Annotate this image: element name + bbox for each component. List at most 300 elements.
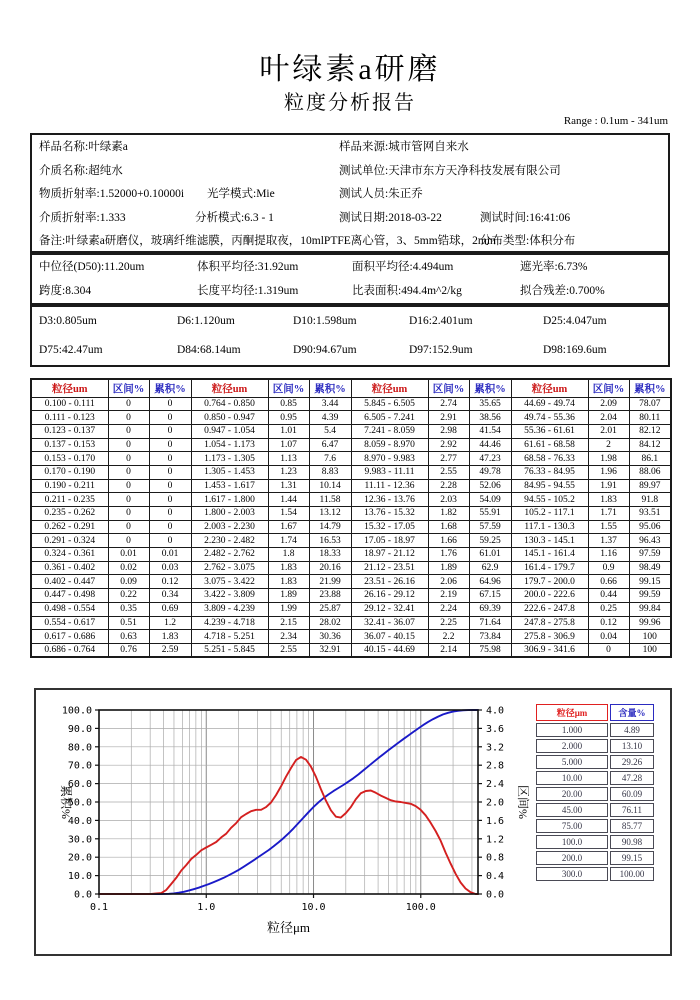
percent-cell: 30.36	[309, 630, 351, 644]
table-row	[31, 534, 671, 548]
percent-cell: 96.43	[629, 534, 671, 548]
percent-cell: 0	[149, 520, 191, 534]
size-range-cell: 0.190 - 0.211	[31, 479, 108, 493]
percent-cell: 0	[149, 397, 191, 411]
percent-cell: 1.31	[268, 479, 309, 493]
percent-cell: 1.44	[268, 493, 309, 507]
percent-cell: 2.25	[428, 616, 469, 630]
percent-column-header: 区间%	[268, 379, 309, 397]
report-title: 叶绿素a研磨	[259, 53, 441, 86]
percent-cell: 16.53	[309, 534, 351, 548]
summary-field: 拟合残差:0.700%	[520, 285, 605, 297]
d-value-field: D90:94.67um	[293, 344, 357, 356]
percent-cell: 59.25	[469, 534, 511, 548]
percent-cell: 7.6	[309, 452, 351, 466]
info-field: 测试日期:2018-03-22	[339, 211, 442, 224]
percent-cell: 52.06	[469, 479, 511, 493]
y-right-tick-label: 3.6	[486, 723, 505, 735]
size-range-cell: 44.69 - 49.74	[511, 397, 588, 411]
size-range-cell: 55.36 - 61.61	[511, 424, 588, 438]
percent-table-cell: 45.00	[536, 803, 608, 817]
percent-table-cell: 10.00	[536, 771, 608, 785]
size-range-cell: 2.762 - 3.075	[191, 561, 268, 575]
percent-cell: 1.67	[268, 520, 309, 534]
size-range-cell: 200.0 - 222.6	[511, 589, 588, 603]
percent-cell: 89.97	[629, 479, 671, 493]
percent-cell: 62.9	[469, 561, 511, 575]
d-value-field: D3:0.805um	[39, 315, 97, 327]
size-range-cell: 3.809 - 4.239	[191, 602, 268, 616]
percent-cell: 1.68	[428, 520, 469, 534]
y-left-tick-label: 90.0	[67, 723, 92, 735]
sample-info-box	[30, 133, 670, 253]
percent-table-cell: 75.00	[536, 819, 608, 833]
size-column-header: 粒径um	[511, 379, 588, 397]
table-row	[31, 493, 671, 507]
size-column-header: 粒径um	[351, 379, 428, 397]
percent-cell: 1.07	[268, 438, 309, 452]
d-value-row	[39, 336, 668, 365]
percent-cell: 2.06	[428, 575, 469, 589]
y-left-tick-label: 80.0	[67, 742, 92, 754]
percent-cell: 0.35	[108, 602, 149, 616]
range-label: Range : 0.1um - 341um	[563, 115, 668, 127]
percent-cell: 2.77	[428, 452, 469, 466]
percent-cell: 21.99	[309, 575, 351, 589]
percent-cell: 1.99	[268, 602, 309, 616]
distribution-table	[30, 378, 672, 658]
percent-column-header: 区间%	[108, 379, 149, 397]
size-range-cell: 3.075 - 3.422	[191, 575, 268, 589]
info-field: 备注:叶绿素a研磨仪，玻璃纤维滤膜，丙酮提取夜，10mlPTFE离心管，3、5mm锆球，2min	[39, 235, 496, 248]
percent-table-row	[536, 755, 654, 769]
percent-table-row	[536, 819, 654, 833]
size-range-cell: 306.9 - 341.6	[511, 643, 588, 657]
percent-cell: 2.19	[428, 589, 469, 603]
percent-cell: 71.64	[469, 616, 511, 630]
size-column-header: 粒径μm	[536, 704, 608, 721]
percent-column-header: 累积%	[149, 379, 191, 397]
percent-table-cell: 100.0	[536, 835, 608, 849]
percent-cell: 14.79	[309, 520, 351, 534]
percent-cell: 1.82	[428, 507, 469, 521]
percent-cell: 0.85	[268, 397, 309, 411]
percent-cell: 2.98	[428, 424, 469, 438]
y-right-tick-label: 2.0	[486, 797, 505, 809]
percent-cell: 0	[588, 643, 629, 657]
content-column-header: 含量%	[610, 704, 654, 721]
percent-table-cell: 4.89	[610, 723, 654, 737]
summary-field: 长度平均径:1.319um	[197, 285, 299, 297]
percent-cell: 1.01	[268, 424, 309, 438]
table-row	[31, 589, 671, 603]
size-range-cell: 5.845 - 6.505	[351, 397, 428, 411]
percent-cell: 82.12	[629, 424, 671, 438]
percent-cell: 0.01	[149, 548, 191, 562]
d-value-field: D16:2.401um	[409, 315, 473, 327]
percent-cell: 0.44	[588, 589, 629, 603]
x-tick-label: 10.0	[301, 902, 326, 913]
size-range-cell: 0.153 - 0.170	[31, 452, 108, 466]
percent-cell: 99.59	[629, 589, 671, 603]
percent-table-cell: 60.09	[610, 787, 654, 801]
percent-cell: 1.83	[268, 575, 309, 589]
percent-cell: 0	[108, 465, 149, 479]
size-range-cell: 61.61 - 68.58	[511, 438, 588, 452]
percent-cell: 18.33	[309, 548, 351, 562]
size-range-cell: 15.32 - 17.05	[351, 520, 428, 534]
size-range-cell: 0.324 - 0.361	[31, 548, 108, 562]
percent-cell: 1.98	[588, 452, 629, 466]
percent-cell: 2.01	[588, 424, 629, 438]
percent-cell: 1.37	[588, 534, 629, 548]
percent-cell: 0.63	[108, 630, 149, 644]
y-left-tick-label: 70.0	[67, 760, 92, 772]
d-value-field: D98:169.6um	[543, 344, 607, 356]
summary-stats-box	[30, 253, 670, 305]
percent-cell: 1.71	[588, 507, 629, 521]
percent-cell: 2.92	[428, 438, 469, 452]
y-right-tick-label: 3.2	[486, 742, 505, 754]
percent-cell: 2.14	[428, 643, 469, 657]
size-range-cell: 145.1 - 161.4	[511, 548, 588, 562]
size-range-cell: 130.3 - 145.1	[511, 534, 588, 548]
chart-panel	[34, 688, 672, 956]
percent-cell: 75.98	[469, 643, 511, 657]
size-range-cell: 0.291 - 0.324	[31, 534, 108, 548]
info-row	[39, 136, 668, 160]
percent-table-row	[536, 867, 654, 881]
percent-table-cell: 1.000	[536, 723, 608, 737]
percent-cell: 0.9	[588, 561, 629, 575]
percent-cell: 2	[588, 438, 629, 452]
percent-cell: 28.02	[309, 616, 351, 630]
info-row	[39, 183, 668, 207]
percent-cell: 1.2	[149, 616, 191, 630]
percent-cell: 0.03	[149, 561, 191, 575]
percent-cell: 0.12	[149, 575, 191, 589]
percent-cell: 10.14	[309, 479, 351, 493]
size-column-header: 粒径um	[191, 379, 268, 397]
size-range-cell: 4.718 - 5.251	[191, 630, 268, 644]
y-right-tick-label: 2.4	[486, 779, 505, 791]
d-value-field: D97:152.9um	[409, 344, 473, 356]
table-row	[31, 575, 671, 589]
size-range-cell: 18.97 - 21.12	[351, 548, 428, 562]
percent-cell: 0	[108, 479, 149, 493]
percent-cell: 23.88	[309, 589, 351, 603]
percent-cell: 2.59	[149, 643, 191, 657]
size-range-cell: 17.05 - 18.97	[351, 534, 428, 548]
percent-cell: 100	[629, 630, 671, 644]
size-range-cell: 161.4 - 179.7	[511, 561, 588, 575]
size-range-cell: 0.498 - 0.554	[31, 602, 108, 616]
size-range-cell: 6.505 - 7.241	[351, 411, 428, 425]
y-right-tick-label: 0.8	[486, 852, 505, 864]
percent-cell: 2.09	[588, 397, 629, 411]
summary-field: 中位径(D50):11.20um	[39, 261, 145, 273]
size-range-cell: 2.230 - 2.482	[191, 534, 268, 548]
size-range-cell: 5.251 - 5.845	[191, 643, 268, 657]
percent-cell: 25.87	[309, 602, 351, 616]
info-row	[39, 160, 668, 184]
percent-table-row	[536, 835, 654, 849]
percent-cell: 11.58	[309, 493, 351, 507]
size-range-cell: 13.76 - 15.32	[351, 507, 428, 521]
size-range-cell: 0.947 - 1.054	[191, 424, 268, 438]
percent-cell: 1.89	[428, 561, 469, 575]
table-row	[31, 548, 671, 562]
percent-table-cell: 2.000	[536, 739, 608, 753]
percent-cell: 0	[108, 397, 149, 411]
size-range-cell: 40.15 - 44.69	[351, 643, 428, 657]
size-range-cell: 0.447 - 0.498	[31, 589, 108, 603]
percent-cell: 0	[149, 534, 191, 548]
percent-cell: 100	[629, 643, 671, 657]
percent-cell: 93.51	[629, 507, 671, 521]
size-range-cell: 0.170 - 0.190	[31, 465, 108, 479]
percent-table-cell: 99.15	[610, 851, 654, 865]
percent-cell: 1.13	[268, 452, 309, 466]
percent-column-header: 累积%	[309, 379, 351, 397]
table-row	[31, 630, 671, 644]
size-range-cell: 3.422 - 3.809	[191, 589, 268, 603]
size-range-cell: 0.262 - 0.291	[31, 520, 108, 534]
percent-table-row	[536, 723, 654, 737]
y-right-tick-label: 2.8	[486, 760, 505, 772]
percent-cell: 57.59	[469, 520, 511, 534]
percent-cell: 0.69	[149, 602, 191, 616]
summary-row	[39, 255, 668, 279]
info-row	[39, 230, 668, 254]
percent-cell: 41.54	[469, 424, 511, 438]
percent-table	[534, 702, 656, 883]
size-range-cell: 0.402 - 0.447	[31, 575, 108, 589]
percent-cell: 0	[108, 534, 149, 548]
percent-cell: 47.23	[469, 452, 511, 466]
summary-field: 跨度:8.304	[39, 285, 92, 297]
percent-cell: 0	[149, 507, 191, 521]
size-column-header: 粒径um	[31, 379, 108, 397]
size-range-cell: 29.12 - 32.41	[351, 602, 428, 616]
percent-cell: 99.15	[629, 575, 671, 589]
percent-cell: 1.8	[268, 548, 309, 562]
size-range-cell: 32.41 - 36.07	[351, 616, 428, 630]
size-range-cell: 21.12 - 23.51	[351, 561, 428, 575]
y-left-tick-label: 0.0	[73, 889, 92, 901]
percent-cell: 0.25	[588, 602, 629, 616]
x-tick-label: 0.1	[89, 902, 109, 913]
size-range-cell: 0.100 - 0.111	[31, 397, 108, 411]
info-field: 物质折射率:1.52000+0.10000i	[39, 188, 185, 201]
percent-table-cell: 5.000	[536, 755, 608, 769]
percent-cell: 0	[108, 411, 149, 425]
percent-cell: 0.04	[588, 630, 629, 644]
percent-cell: 0.34	[149, 589, 191, 603]
table-row	[31, 616, 671, 630]
percent-table-row	[536, 787, 654, 801]
percent-cell: 2.34	[268, 630, 309, 644]
percent-cell: 0	[108, 452, 149, 466]
percent-cell: 69.39	[469, 602, 511, 616]
size-range-cell: 8.059 - 8.970	[351, 438, 428, 452]
info-field: 样品名称:叶绿素a	[39, 141, 128, 153]
percent-cell: 13.12	[309, 507, 351, 521]
y-left-tick-label: 40.0	[67, 815, 92, 827]
percent-table-cell: 29.26	[610, 755, 654, 769]
info-field: 测试时间:16:41:06	[480, 211, 571, 224]
percent-cell: 78.07	[629, 397, 671, 411]
size-range-cell: 0.111 - 0.123	[31, 411, 108, 425]
y-left-tick-label: 30.0	[67, 834, 92, 846]
table-row	[31, 424, 671, 438]
percent-cell: 0.01	[108, 548, 149, 562]
percent-cell: 0	[149, 452, 191, 466]
percent-table-cell: 200.0	[536, 851, 608, 865]
size-range-cell: 275.8 - 306.9	[511, 630, 588, 644]
percent-cell: 0.95	[268, 411, 309, 425]
percent-table-row	[536, 739, 654, 753]
size-range-cell: 117.1 - 130.3	[511, 520, 588, 534]
percent-cell: 1.55	[588, 520, 629, 534]
d-values-box	[30, 305, 670, 367]
table-row	[31, 643, 671, 657]
y-left-tick-label: 50.0	[67, 797, 92, 809]
y-right-tick-label: 0.0	[486, 889, 505, 901]
size-range-cell: 9.983 - 11.11	[351, 465, 428, 479]
percent-cell: 49.78	[469, 465, 511, 479]
d-value-field: D75:42.47um	[39, 344, 103, 356]
table-row	[31, 438, 671, 452]
size-range-cell: 1.453 - 1.617	[191, 479, 268, 493]
percent-column-header: 区间%	[428, 379, 469, 397]
percent-table-row	[536, 851, 654, 865]
table-row	[31, 561, 671, 575]
info-field: 测试单位:天津市东方天净科技发展有限公司	[339, 164, 561, 177]
table-header-row	[31, 379, 671, 397]
percent-table-cell: 20.00	[536, 787, 608, 801]
size-range-cell: 94.55 - 105.2	[511, 493, 588, 507]
percent-cell: 0	[149, 479, 191, 493]
percent-cell: 38.56	[469, 411, 511, 425]
size-range-cell: 1.054 - 1.173	[191, 438, 268, 452]
percent-column-header: 累积%	[469, 379, 511, 397]
x-tick-label: 100.0	[405, 902, 436, 913]
percent-cell: 1.16	[588, 548, 629, 562]
size-range-cell: 12.36 - 13.76	[351, 493, 428, 507]
percent-cell: 0	[108, 493, 149, 507]
size-range-cell: 0.686 - 0.764	[31, 643, 108, 657]
percent-cell: 0.76	[108, 643, 149, 657]
x-axis-label: 粒径μm	[266, 920, 311, 935]
percent-cell: 2.28	[428, 479, 469, 493]
info-field: 介质名称:超纯水	[39, 164, 123, 177]
percent-cell: 73.84	[469, 630, 511, 644]
percent-table-cell: 13.10	[610, 739, 654, 753]
size-range-cell: 26.16 - 29.12	[351, 589, 428, 603]
percent-cell: 80.11	[629, 411, 671, 425]
info-field: 分析模式:6.3 - 1	[195, 211, 274, 224]
info-field: 测试人员:朱正乔	[339, 188, 423, 201]
size-range-cell: 0.137 - 0.153	[31, 438, 108, 452]
percent-table-cell: 85.77	[610, 819, 654, 833]
percent-cell: 84.12	[629, 438, 671, 452]
percent-cell: 0.51	[108, 616, 149, 630]
y-right-tick-label: 4.0	[486, 705, 505, 717]
percent-cell: 97.59	[629, 548, 671, 562]
percent-cell: 86.1	[629, 452, 671, 466]
percent-table-cell: 90.98	[610, 835, 654, 849]
size-range-cell: 68.58 - 76.33	[511, 452, 588, 466]
percent-table-cell: 300.0	[536, 867, 608, 881]
d-value-field: D10:1.598um	[293, 315, 357, 327]
percent-cell: 32.91	[309, 643, 351, 657]
summary-field: 比表面积:494.4m^2/kg	[352, 285, 462, 297]
size-range-cell: 36.07 - 40.15	[351, 630, 428, 644]
d-value-field: D25:4.047um	[543, 315, 607, 327]
size-range-cell: 2.482 - 2.762	[191, 548, 268, 562]
percent-table-row	[536, 803, 654, 817]
info-field: 分布类型:体积分布	[480, 235, 576, 248]
percent-cell: 35.65	[469, 397, 511, 411]
percent-column-header: 累积%	[629, 379, 671, 397]
report-subtitle: 粒度分析报告	[284, 92, 416, 114]
size-range-cell: 179.7 - 200.0	[511, 575, 588, 589]
y-left-tick-label: 10.0	[67, 871, 92, 883]
percent-cell: 3.44	[309, 397, 351, 411]
size-range-cell: 0.211 - 0.235	[31, 493, 108, 507]
percent-cell: 1.54	[268, 507, 309, 521]
percent-cell: 95.06	[629, 520, 671, 534]
percent-cell: 99.96	[629, 616, 671, 630]
percent-cell: 2.55	[428, 465, 469, 479]
size-range-cell: 11.11 - 12.36	[351, 479, 428, 493]
table-row	[31, 411, 671, 425]
summary-row	[39, 279, 668, 303]
percent-cell: 8.83	[309, 465, 351, 479]
d-value-field: D6:1.120um	[177, 315, 235, 327]
size-range-cell: 1.617 - 1.800	[191, 493, 268, 507]
y-right-tick-label: 1.2	[486, 834, 505, 846]
percent-cell: 2.91	[428, 411, 469, 425]
size-range-cell: 8.970 - 9.983	[351, 452, 428, 466]
y-right-tick-label: 1.6	[486, 815, 505, 827]
percent-cell: 0	[108, 520, 149, 534]
info-field: 介质折射率:1.333	[39, 211, 126, 224]
size-range-cell: 222.6 - 247.8	[511, 602, 588, 616]
percent-cell: 6.47	[309, 438, 351, 452]
y-right-axis-label: 区间%	[516, 785, 530, 819]
percent-cell: 4.39	[309, 411, 351, 425]
percent-cell: 0	[108, 438, 149, 452]
percent-cell: 1.83	[268, 561, 309, 575]
percent-table-cell: 100.00	[610, 867, 654, 881]
percent-cell: 5.4	[309, 424, 351, 438]
percent-cell: 0.09	[108, 575, 149, 589]
summary-field: 面积平均径:4.494um	[352, 261, 454, 273]
percent-table-cell: 47.28	[610, 771, 654, 785]
percent-cell: 99.84	[629, 602, 671, 616]
percent-cell: 0	[108, 424, 149, 438]
percent-cell: 20.16	[309, 561, 351, 575]
percent-column-header: 区间%	[588, 379, 629, 397]
size-range-cell: 4.239 - 4.718	[191, 616, 268, 630]
percent-cell: 0	[149, 493, 191, 507]
info-row	[39, 207, 668, 231]
y-left-tick-label: 100.0	[61, 705, 92, 717]
size-range-cell: 1.173 - 1.305	[191, 452, 268, 466]
percent-cell: 0.02	[108, 561, 149, 575]
